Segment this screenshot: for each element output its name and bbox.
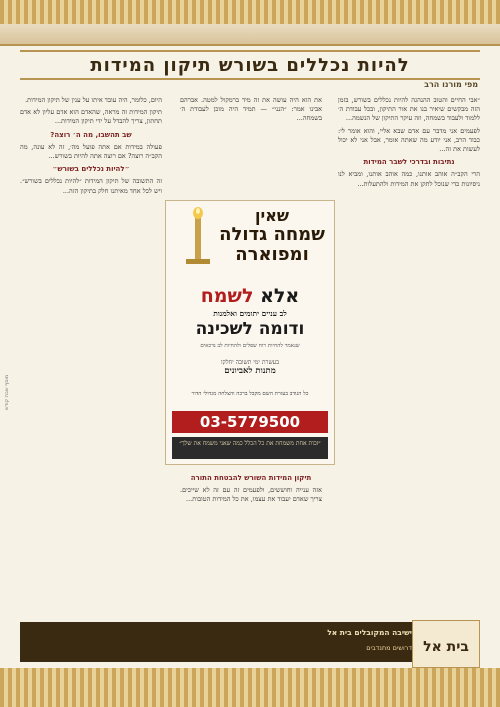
- ad-info: כל הנודב בעזרת השם מקבל ברכה והצלחה מגדולי הדור: [191, 391, 309, 397]
- decorative-border-bottom: [0, 668, 500, 707]
- paragraph: פעולה במידות אם אתה פועל מה׳, זה לא עונה, מה הקב״ה רוצה? אם רוצה אתה להיות בשורש...: [20, 142, 162, 161]
- column-middle-bottom: [180, 470, 322, 580]
- ad-verse: שנאמר להחיות רוח שפלים ולהחיות לב נדכאים: [200, 343, 300, 349]
- paragraph: הרי הקב״ה אוהב אותנו, כמה אוהב אותנו, ומביא לנו ניסיונות כדי שנוכל לתקן את המידות ולהתעלות...: [338, 170, 480, 188]
- paragraph: היום, כלומר, היה עובד איתו על ענין של תיקון המידות.: [25, 96, 162, 104]
- ad-line3: ומפוארה: [235, 244, 309, 265]
- paragraph: זה התשובה של תיקון המידות ״להיות נכללים בשורש״. ויש לכל אחד מאיתנו חלק בתיקון הזה...: [20, 177, 162, 195]
- decorative-ribbon: [0, 24, 500, 46]
- ad-line1: שאין: [255, 206, 289, 225]
- ad-line2: שמחה גדולה: [219, 224, 325, 245]
- ad-big-red: לשמח: [200, 285, 254, 307]
- column-left: [20, 96, 162, 566]
- paragraph: לפעמים אני מדבר עם אדם שבא אליי, והוא אומר לי: כבוד הרב, אני יודע מה שאתה אומר, אבל אני לא יכול לעשות את זה...: [338, 126, 480, 154]
- ad-cta-bold: מתנות לאביונים: [224, 366, 276, 376]
- paragraph: את הוא היה עושה את זה מיד ברמקול למטה. אברהם אבינו אמר: ״הנני״ — תמיד היה מוכן לעבודת ה׳ בשמחה...: [180, 96, 322, 123]
- paragraph: תיקון המידות זה מראה, שהאדם הוא אדם עליון לא אדם תחתון, צריך להבדל על ידי תיקון המידות...: [20, 108, 162, 126]
- ad-header: [166, 201, 334, 283]
- section-heading: תיקון המידות השורש להבטחת התורה: [190, 474, 312, 482]
- ad-cta: [172, 359, 328, 375]
- footer-line-2: דרושים מתנדבים: [366, 644, 412, 652]
- ad-big-line: [166, 285, 334, 307]
- paragraph: אזה ענייה וחוששים, ולפעמים זה עם זה לא שייכים. צריך שאדם יעבוד את עצמו, את כל המידות הטובות...: [180, 486, 322, 504]
- section-heading: נתיבות ובדרכי לשבר המידות: [363, 158, 455, 167]
- section-heading: ״להיות נכללים בשורש״: [52, 165, 130, 174]
- side-text: מוסף שבת קודש: [4, 374, 10, 410]
- ad-big-prefix: אלא: [253, 285, 300, 307]
- byline: מפי מורנו הרב: [424, 80, 478, 89]
- column-middle-top: [180, 96, 322, 196]
- ad-subline: לב עניים יתומים ואלמנות: [213, 309, 287, 318]
- ad-cta-top: בעשרת ימי תשובה יחלקו: [220, 359, 280, 366]
- ad-big-line-2: ודומה לשכינה: [195, 319, 305, 339]
- footer-line-1: ישיבה המקובלים בית אל: [327, 628, 412, 637]
- menorah-lamp-icon: [176, 207, 220, 267]
- ad-slogan: ״זכות אחת משמחת את כל הכלל כמה שאני משמח את שלך״: [172, 437, 328, 459]
- ad-headline: [218, 207, 326, 265]
- section-heading: שב תהשבו, מה ה׳ רוצה?: [50, 130, 132, 139]
- ad-phone-number[interactable]: 03-5779500: [172, 411, 328, 433]
- decorative-border-top: [0, 0, 500, 24]
- advertisement[interactable]: [165, 200, 335, 465]
- paragraph: ״אבי החיים והטוב ההנהגה להיות נכללים בשורש, בזמן הזה מבקשים שיאיר בנו את אור התיקון, ובכל עבודת ה׳ ללמוד ולעבוד בשמחה, וזה עיקר התיקון של הנשמה...: [338, 96, 480, 123]
- organization-logo[interactable]: [412, 620, 480, 668]
- logo-text: בית אל: [423, 639, 469, 655]
- footer: [0, 620, 500, 707]
- article-title: להיות נכללים בשורש תיקון המידות: [90, 54, 410, 76]
- column-right: [338, 96, 480, 566]
- title-bar: [20, 50, 480, 80]
